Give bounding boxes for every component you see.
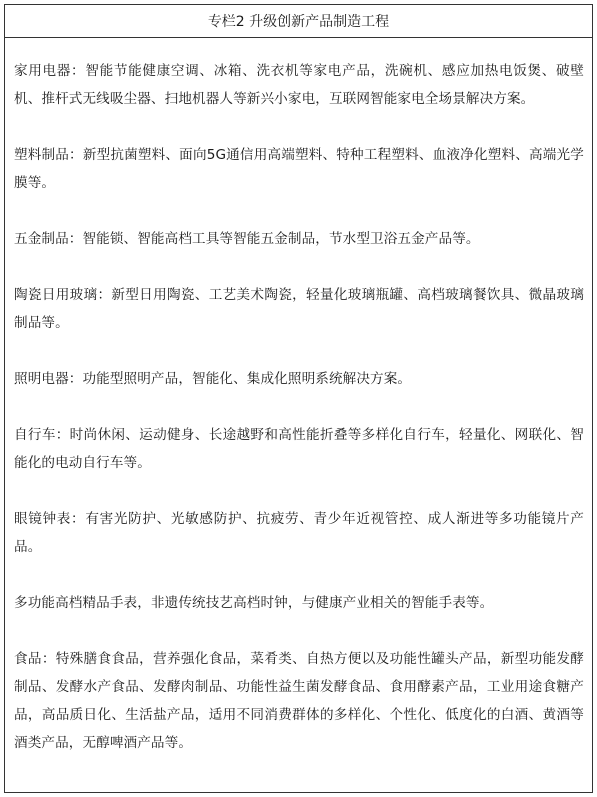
paragraph-food: 食品：特殊膳食食品，营养强化食品，菜肴类、自热方便以及功能性罐头产品，新型功能发酵制品、发酵水产食品、发酵肉制品、功能性益生菌发酵食品、食用酵素产品，工业用途食糖产品，高品质日化、生活盐产品，适用不同消费群体的多样化、个性化、低度化的白酒、黄酒等酒类产品，无醇啤酒产品等。	[14, 651, 584, 751]
paragraph-home-appliances: 家用电器：智能节能健康空调、冰箱、洗衣机等家电产品，洗碗机、感应加热电饭煲、破壁机、推杆式无线吸尘器、扫地机器人等新兴小家电，互联网智能家电全场景解决方案。	[14, 63, 584, 107]
column-title	[5, 5, 592, 38]
paragraph-hardware-products: 五金制品：智能锁、智能高档工具等智能五金制品，节水型卫浴五金产品等。	[14, 231, 480, 247]
paragraph-bicycles: 自行车：时尚休闲、运动健身、长途越野和高性能折叠等多样化自行车，轻量化、网联化、智能化的电动自行车等。	[14, 427, 584, 471]
paragraph-ceramics-glass: 陶瓷日用玻璃：新型日用陶瓷、工艺美术陶瓷，轻量化玻璃瓶罐、高档玻璃餐饮具、微晶玻璃制品等。	[14, 287, 584, 331]
paragraph-eyewear-clocks: 眼镜钟表：有害光防护、光敏感防护、抗疲劳、青少年近视管控、成人渐进等多功能镜片产品。	[14, 511, 584, 555]
paragraph-watches: 多功能高档精品手表，非遗传统技艺高档时钟，与健康产业相关的智能手表等。	[14, 595, 494, 611]
paragraph-plastic-products: 塑料制品：新型抗菌塑料、面向5G通信用高端塑料、特种工程塑料、血液净化塑料、高端光学膜等。	[14, 147, 584, 191]
column-content	[5, 38, 592, 757]
column-title-text: 专栏2 升级创新产品制造工程	[207, 14, 390, 30]
column-box	[4, 4, 593, 793]
paragraph-lighting: 照明电器：功能型照明产品，智能化、集成化照明系统解决方案。	[14, 371, 412, 387]
